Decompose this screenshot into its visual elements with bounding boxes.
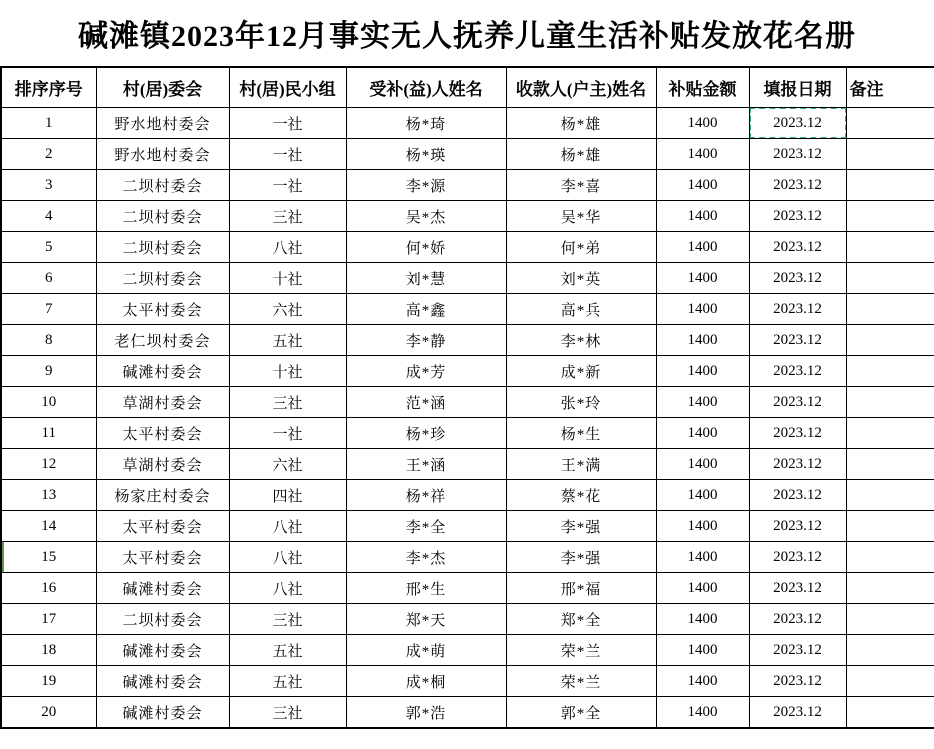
cell-date[interactable]: 2023.12 [749, 170, 846, 201]
cell-group[interactable]: 五社 [229, 635, 346, 666]
table-row [1, 325, 934, 356]
cell-remark[interactable] [846, 449, 934, 480]
cell-beneficiary[interactable]: 杨*珍 [346, 418, 506, 449]
cell-beneficiary[interactable]: 郭*浩 [346, 697, 506, 729]
cell-group[interactable]: 一社 [229, 139, 346, 170]
cell-remark[interactable] [846, 232, 934, 263]
cell-committee[interactable]: 碱滩村委会 [96, 573, 229, 604]
table-row [1, 387, 934, 418]
cell-payee[interactable]: 蔡*花 [506, 480, 656, 511]
cell-committee[interactable]: 碱滩村委会 [96, 697, 229, 729]
cell-group[interactable]: 一社 [229, 418, 346, 449]
cell-index[interactable]: 18 [1, 635, 96, 666]
cell-payee[interactable]: 杨*雄 [506, 108, 656, 139]
cell-beneficiary[interactable]: 杨*瑛 [346, 139, 506, 170]
cell-index[interactable]: 5 [1, 232, 96, 263]
roster-table [0, 66, 934, 729]
cell-index[interactable]: 16 [1, 573, 96, 604]
cell-amount[interactable]: 1400 [656, 232, 749, 263]
cell-amount[interactable]: 1400 [656, 635, 749, 666]
cell-amount[interactable]: 1400 [656, 604, 749, 635]
cell-payee[interactable]: 李*强 [506, 511, 656, 542]
table-body [1, 108, 934, 729]
col-header-date[interactable]: 填报日期 [749, 67, 846, 108]
cell-beneficiary[interactable]: 李*杰 [346, 542, 506, 573]
cell-index[interactable]: 2 [1, 139, 96, 170]
cell-group[interactable]: 六社 [229, 294, 346, 325]
cell-group[interactable]: 五社 [229, 666, 346, 697]
cell-beneficiary[interactable]: 何*娇 [346, 232, 506, 263]
cell-index[interactable]: 9 [1, 356, 96, 387]
cell-amount[interactable]: 1400 [656, 480, 749, 511]
cell-index[interactable]: 11 [1, 418, 96, 449]
cell-amount[interactable]: 1400 [656, 697, 749, 729]
cell-amount[interactable]: 1400 [656, 325, 749, 356]
cell-committee[interactable]: 野水地村委会 [96, 108, 229, 139]
cell-committee[interactable]: 野水地村委会 [96, 139, 229, 170]
cell-committee[interactable]: 太平村委会 [96, 542, 229, 573]
selected-cell-date[interactable]: 2023.12 [749, 108, 846, 139]
cell-index[interactable]: 12 [1, 449, 96, 480]
cell-amount[interactable]: 1400 [656, 294, 749, 325]
cell-date[interactable]: 2023.12 [749, 139, 846, 170]
cell-remark[interactable] [846, 108, 934, 139]
cell-index[interactable]: 7 [1, 294, 96, 325]
cell-amount[interactable]: 1400 [656, 573, 749, 604]
col-header-committee[interactable]: 村(居)委会 [96, 67, 229, 108]
table-row [1, 108, 934, 139]
cell-remark[interactable] [846, 356, 934, 387]
cell-index[interactable]: 8 [1, 325, 96, 356]
cell-index[interactable]: 19 [1, 666, 96, 697]
cell-amount[interactable]: 1400 [656, 666, 749, 697]
cell-date[interactable]: 2023.12 [749, 325, 846, 356]
cell-beneficiary[interactable]: 高*鑫 [346, 294, 506, 325]
cell-index[interactable]: 10 [1, 387, 96, 418]
cell-committee[interactable]: 二坝村委会 [96, 232, 229, 263]
cell-remark[interactable] [846, 418, 934, 449]
cell-payee[interactable]: 李*林 [506, 325, 656, 356]
table-row [1, 356, 934, 387]
cell-group[interactable]: 三社 [229, 604, 346, 635]
cell-date[interactable]: 2023.12 [749, 294, 846, 325]
cell-remark[interactable] [846, 697, 934, 729]
cell-payee[interactable]: 李*喜 [506, 170, 656, 201]
cell-payee[interactable]: 荣*兰 [506, 666, 656, 697]
cell-committee[interactable]: 杨家庄村委会 [96, 480, 229, 511]
cell-remark[interactable] [846, 635, 934, 666]
table-row [1, 418, 934, 449]
cell-index[interactable]: 17 [1, 604, 96, 635]
cell-beneficiary[interactable]: 李*静 [346, 325, 506, 356]
cell-payee[interactable]: 邢*福 [506, 573, 656, 604]
cell-payee[interactable]: 杨*雄 [506, 139, 656, 170]
cell-remark[interactable] [846, 542, 934, 573]
cell-date[interactable]: 2023.12 [749, 604, 846, 635]
col-header-group[interactable]: 村(居)民小组 [229, 67, 346, 108]
cell-date[interactable]: 2023.12 [749, 511, 846, 542]
table-row [1, 697, 934, 729]
cell-amount[interactable]: 1400 [656, 201, 749, 232]
cell-committee[interactable]: 太平村委会 [96, 294, 229, 325]
cell-remark[interactable] [846, 201, 934, 232]
cell-remark[interactable] [846, 604, 934, 635]
cell-payee[interactable]: 成*新 [506, 356, 656, 387]
col-header-beneficiary[interactable]: 受补(益)人姓名 [346, 67, 506, 108]
cell-beneficiary[interactable]: 吴*杰 [346, 201, 506, 232]
cell-committee[interactable]: 草湖村委会 [96, 449, 229, 480]
table-row [1, 170, 934, 201]
cell-payee[interactable]: 郑*全 [506, 604, 656, 635]
table-row [1, 232, 934, 263]
cell-remark[interactable] [846, 511, 934, 542]
cell-amount[interactable]: 1400 [656, 418, 749, 449]
cell-committee[interactable]: 碱滩村委会 [96, 666, 229, 697]
table-row [1, 480, 934, 511]
cell-committee[interactable]: 碱滩村委会 [96, 635, 229, 666]
cell-remark[interactable] [846, 263, 934, 294]
table-row [1, 139, 934, 170]
cell-beneficiary[interactable]: 成*萌 [346, 635, 506, 666]
cell-beneficiary[interactable]: 成*桐 [346, 666, 506, 697]
cell-beneficiary[interactable]: 成*芳 [346, 356, 506, 387]
cell-amount[interactable]: 1400 [656, 356, 749, 387]
cell-date[interactable]: 2023.12 [749, 232, 846, 263]
cell-date[interactable]: 2023.12 [749, 573, 846, 604]
cell-date[interactable]: 2023.12 [749, 635, 846, 666]
cell-beneficiary[interactable]: 郑*天 [346, 604, 506, 635]
cell-date[interactable]: 2023.12 [749, 387, 846, 418]
cell-remark[interactable] [846, 294, 934, 325]
col-header-remark[interactable]: 备注 [846, 67, 934, 108]
cell-committee[interactable]: 二坝村委会 [96, 263, 229, 294]
cell-group[interactable]: 三社 [229, 387, 346, 418]
cell-beneficiary[interactable]: 李*源 [346, 170, 506, 201]
cell-amount[interactable]: 1400 [656, 108, 749, 139]
cell-amount[interactable]: 1400 [656, 139, 749, 170]
cell-index[interactable]: 14 [1, 511, 96, 542]
title-bar [0, 0, 934, 66]
cell-payee[interactable]: 吴*华 [506, 201, 656, 232]
cell-payee[interactable]: 何*弟 [506, 232, 656, 263]
col-header-amount[interactable]: 补贴金额 [656, 67, 749, 108]
col-header-index[interactable]: 排序序号 [1, 67, 96, 108]
cell-amount[interactable]: 1400 [656, 511, 749, 542]
cell-index[interactable]: 13 [1, 480, 96, 511]
cell-date[interactable]: 2023.12 [749, 418, 846, 449]
cell-amount[interactable]: 1400 [656, 263, 749, 294]
table-row [1, 294, 934, 325]
cell-group[interactable]: 十社 [229, 263, 346, 294]
cell-amount[interactable]: 1400 [656, 387, 749, 418]
cell-date[interactable]: 2023.12 [749, 697, 846, 729]
cell-committee[interactable]: 二坝村委会 [96, 170, 229, 201]
cell-date[interactable]: 2023.12 [749, 542, 846, 573]
cell-group[interactable]: 八社 [229, 573, 346, 604]
cell-group[interactable]: 六社 [229, 449, 346, 480]
cell-beneficiary[interactable]: 刘*慧 [346, 263, 506, 294]
cell-committee[interactable]: 二坝村委会 [96, 604, 229, 635]
cell-group[interactable]: 三社 [229, 201, 346, 232]
table-row [1, 573, 934, 604]
col-header-payee[interactable]: 收款人(户主)姓名 [506, 67, 656, 108]
cell-remark[interactable] [846, 139, 934, 170]
cell-group[interactable]: 三社 [229, 697, 346, 729]
cell-group[interactable]: 一社 [229, 170, 346, 201]
cell-payee[interactable]: 刘*英 [506, 263, 656, 294]
cell-payee[interactable]: 王*满 [506, 449, 656, 480]
cell-group[interactable]: 十社 [229, 356, 346, 387]
table-row [1, 635, 934, 666]
cell-date[interactable]: 2023.12 [749, 666, 846, 697]
cell-remark[interactable] [846, 387, 934, 418]
cell-beneficiary[interactable]: 杨*琦 [346, 108, 506, 139]
cell-group[interactable]: 八社 [229, 511, 346, 542]
cell-remark[interactable] [846, 480, 934, 511]
cell-beneficiary[interactable]: 邢*生 [346, 573, 506, 604]
table-row [1, 666, 934, 697]
cell-date[interactable]: 2023.12 [749, 356, 846, 387]
cell-beneficiary[interactable]: 李*全 [346, 511, 506, 542]
table-row [1, 604, 934, 635]
header-row [1, 67, 934, 108]
cell-index[interactable]: 20 [1, 697, 96, 729]
cell-date[interactable]: 2023.12 [749, 480, 846, 511]
cell-date[interactable]: 2023.12 [749, 201, 846, 232]
cell-payee[interactable]: 荣*兰 [506, 635, 656, 666]
cell-group[interactable]: 四社 [229, 480, 346, 511]
cell-amount[interactable]: 1400 [656, 170, 749, 201]
cell-group[interactable]: 五社 [229, 325, 346, 356]
cell-group[interactable]: 八社 [229, 542, 346, 573]
table-row [1, 201, 934, 232]
page-title: 碱滩镇2023年12月事实无人抚养儿童生活补贴发放花名册 [78, 20, 856, 53]
cell-index[interactable]: 15 [1, 542, 96, 573]
cell-amount[interactable]: 1400 [656, 542, 749, 573]
cell-payee[interactable]: 郭*全 [506, 697, 656, 729]
cell-remark[interactable] [846, 325, 934, 356]
cell-payee[interactable]: 张*玲 [506, 387, 656, 418]
cell-committee[interactable]: 太平村委会 [96, 511, 229, 542]
cell-beneficiary[interactable]: 范*涵 [346, 387, 506, 418]
cell-index[interactable]: 6 [1, 263, 96, 294]
cell-index[interactable]: 3 [1, 170, 96, 201]
cell-remark[interactable] [846, 573, 934, 604]
cell-payee[interactable]: 高*兵 [506, 294, 656, 325]
cell-remark[interactable] [846, 170, 934, 201]
cell-beneficiary[interactable]: 王*涵 [346, 449, 506, 480]
cell-committee[interactable]: 草湖村委会 [96, 387, 229, 418]
cell-index[interactable]: 4 [1, 201, 96, 232]
cell-beneficiary[interactable]: 杨*祥 [346, 480, 506, 511]
cell-group[interactable]: 八社 [229, 232, 346, 263]
cell-date[interactable]: 2023.12 [749, 263, 846, 294]
table-row [1, 542, 934, 573]
cell-amount[interactable]: 1400 [656, 449, 749, 480]
cell-committee[interactable]: 太平村委会 [96, 418, 229, 449]
cell-committee[interactable]: 二坝村委会 [96, 201, 229, 232]
table-row [1, 263, 934, 294]
cell-index[interactable]: 1 [1, 108, 96, 139]
table-row [1, 449, 934, 480]
table-row [1, 511, 934, 542]
cell-committee[interactable]: 老仁坝村委会 [96, 325, 229, 356]
cell-payee[interactable]: 杨*生 [506, 418, 656, 449]
cell-payee[interactable]: 李*强 [506, 542, 656, 573]
cell-remark[interactable] [846, 666, 934, 697]
cell-committee[interactable]: 碱滩村委会 [96, 356, 229, 387]
cell-group[interactable]: 一社 [229, 108, 346, 139]
cell-date[interactable]: 2023.12 [749, 449, 846, 480]
